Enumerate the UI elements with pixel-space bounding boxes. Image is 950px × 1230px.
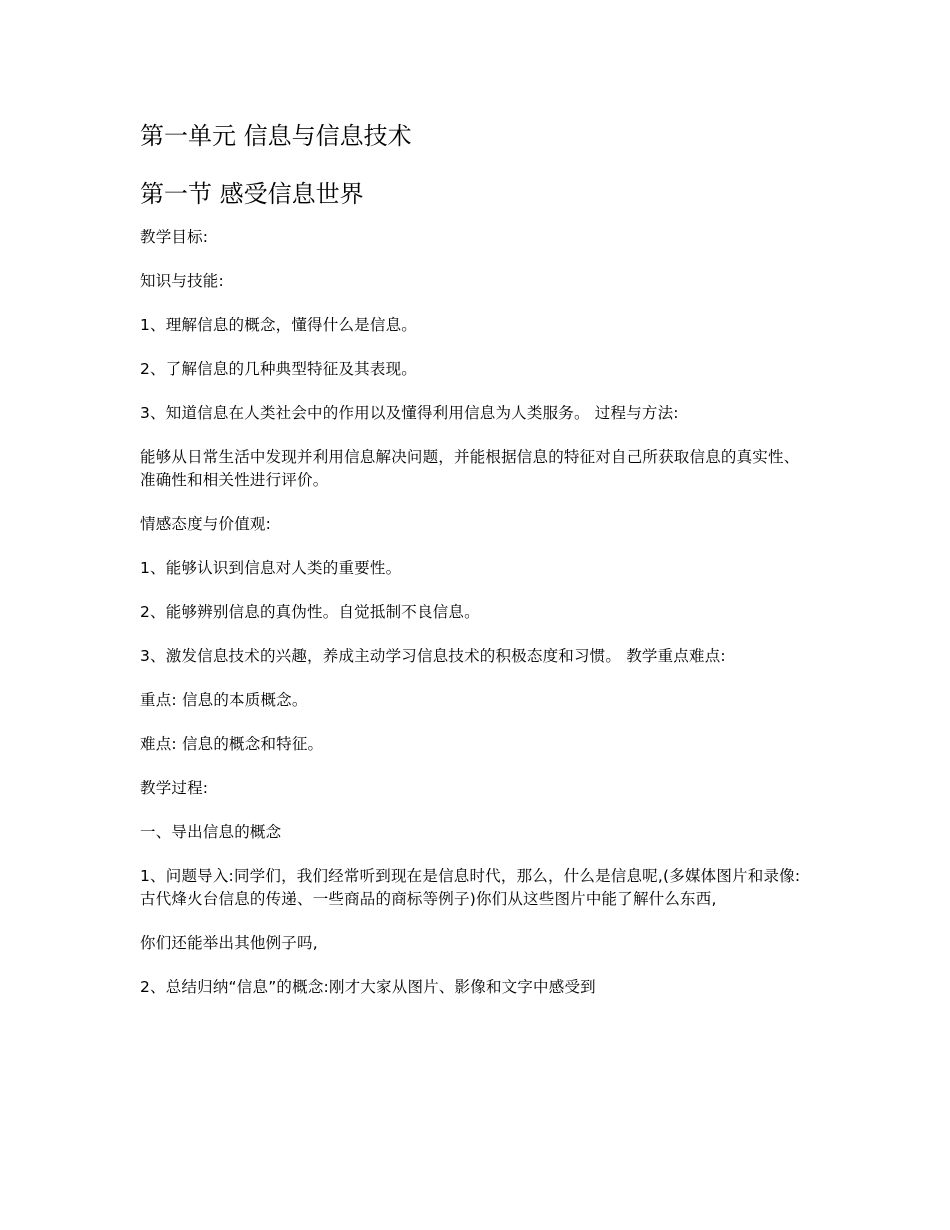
- paragraph-attitude-3: 3、激发信息技术的兴趣，养成主动学习信息技术的积极态度和习惯。 教学重点难点:: [140, 647, 726, 665]
- paragraph-more-examples: 你们还能举出其他例子吗,: [140, 934, 318, 952]
- paragraph-knowledge-skills: 知识与技能:: [140, 272, 224, 290]
- paragraph-attitude-values: 情感态度与价值观:: [140, 515, 272, 533]
- paragraph-item-1: 1、理解信息的概念，懂得什么是信息。: [140, 316, 417, 334]
- document-page: [140, 118, 810, 1020]
- paragraph-teaching-process: 教学过程:: [140, 779, 209, 797]
- paragraph-teaching-goals: 教学目标:: [140, 228, 209, 246]
- paragraph-step-1-heading: 一、导出信息的概念: [140, 823, 282, 841]
- paragraph-attitude-1: 1、能够认识到信息对人类的重要性。: [140, 559, 402, 577]
- paragraph-item-2: 2、了解信息的几种典型特征及其表现。: [140, 360, 417, 378]
- paragraph-process-method: 能够从日常生活中发现并利用信息解决问题，并能根据信息的特征对自己所获取信息的真实性、准确性和相关性进行评价。: [140, 448, 800, 489]
- paragraph-difficult-point: 难点: 信息的概念和特征。: [140, 735, 324, 753]
- section-title: 第一节 感受信息世界: [140, 180, 364, 208]
- unit-title: 第一单元 信息与信息技术: [140, 122, 412, 150]
- paragraph-attitude-2: 2、能够辨别信息的真伪性。自觉抵制不良信息。: [140, 603, 480, 621]
- paragraph-question-intro: 1、问题导入:同学们，我们经常听到现在是信息时代，那么，什么是信息呢,(多媒体图片和录像:古代烽火台信息的传递、一些商品的商标等例子)你们从这些图片中能了解什么东西,: [140, 867, 801, 908]
- paragraph-summary-concept: 2、总结归纳“信息”的概念:刚才大家从图片、影像和文字中感受到: [140, 978, 596, 996]
- paragraph-key-point: 重点: 信息的本质概念。: [140, 691, 308, 709]
- paragraph-item-3: 3、知道信息在人类社会中的作用以及懂得利用信息为人类服务。 过程与方法:: [140, 404, 679, 422]
